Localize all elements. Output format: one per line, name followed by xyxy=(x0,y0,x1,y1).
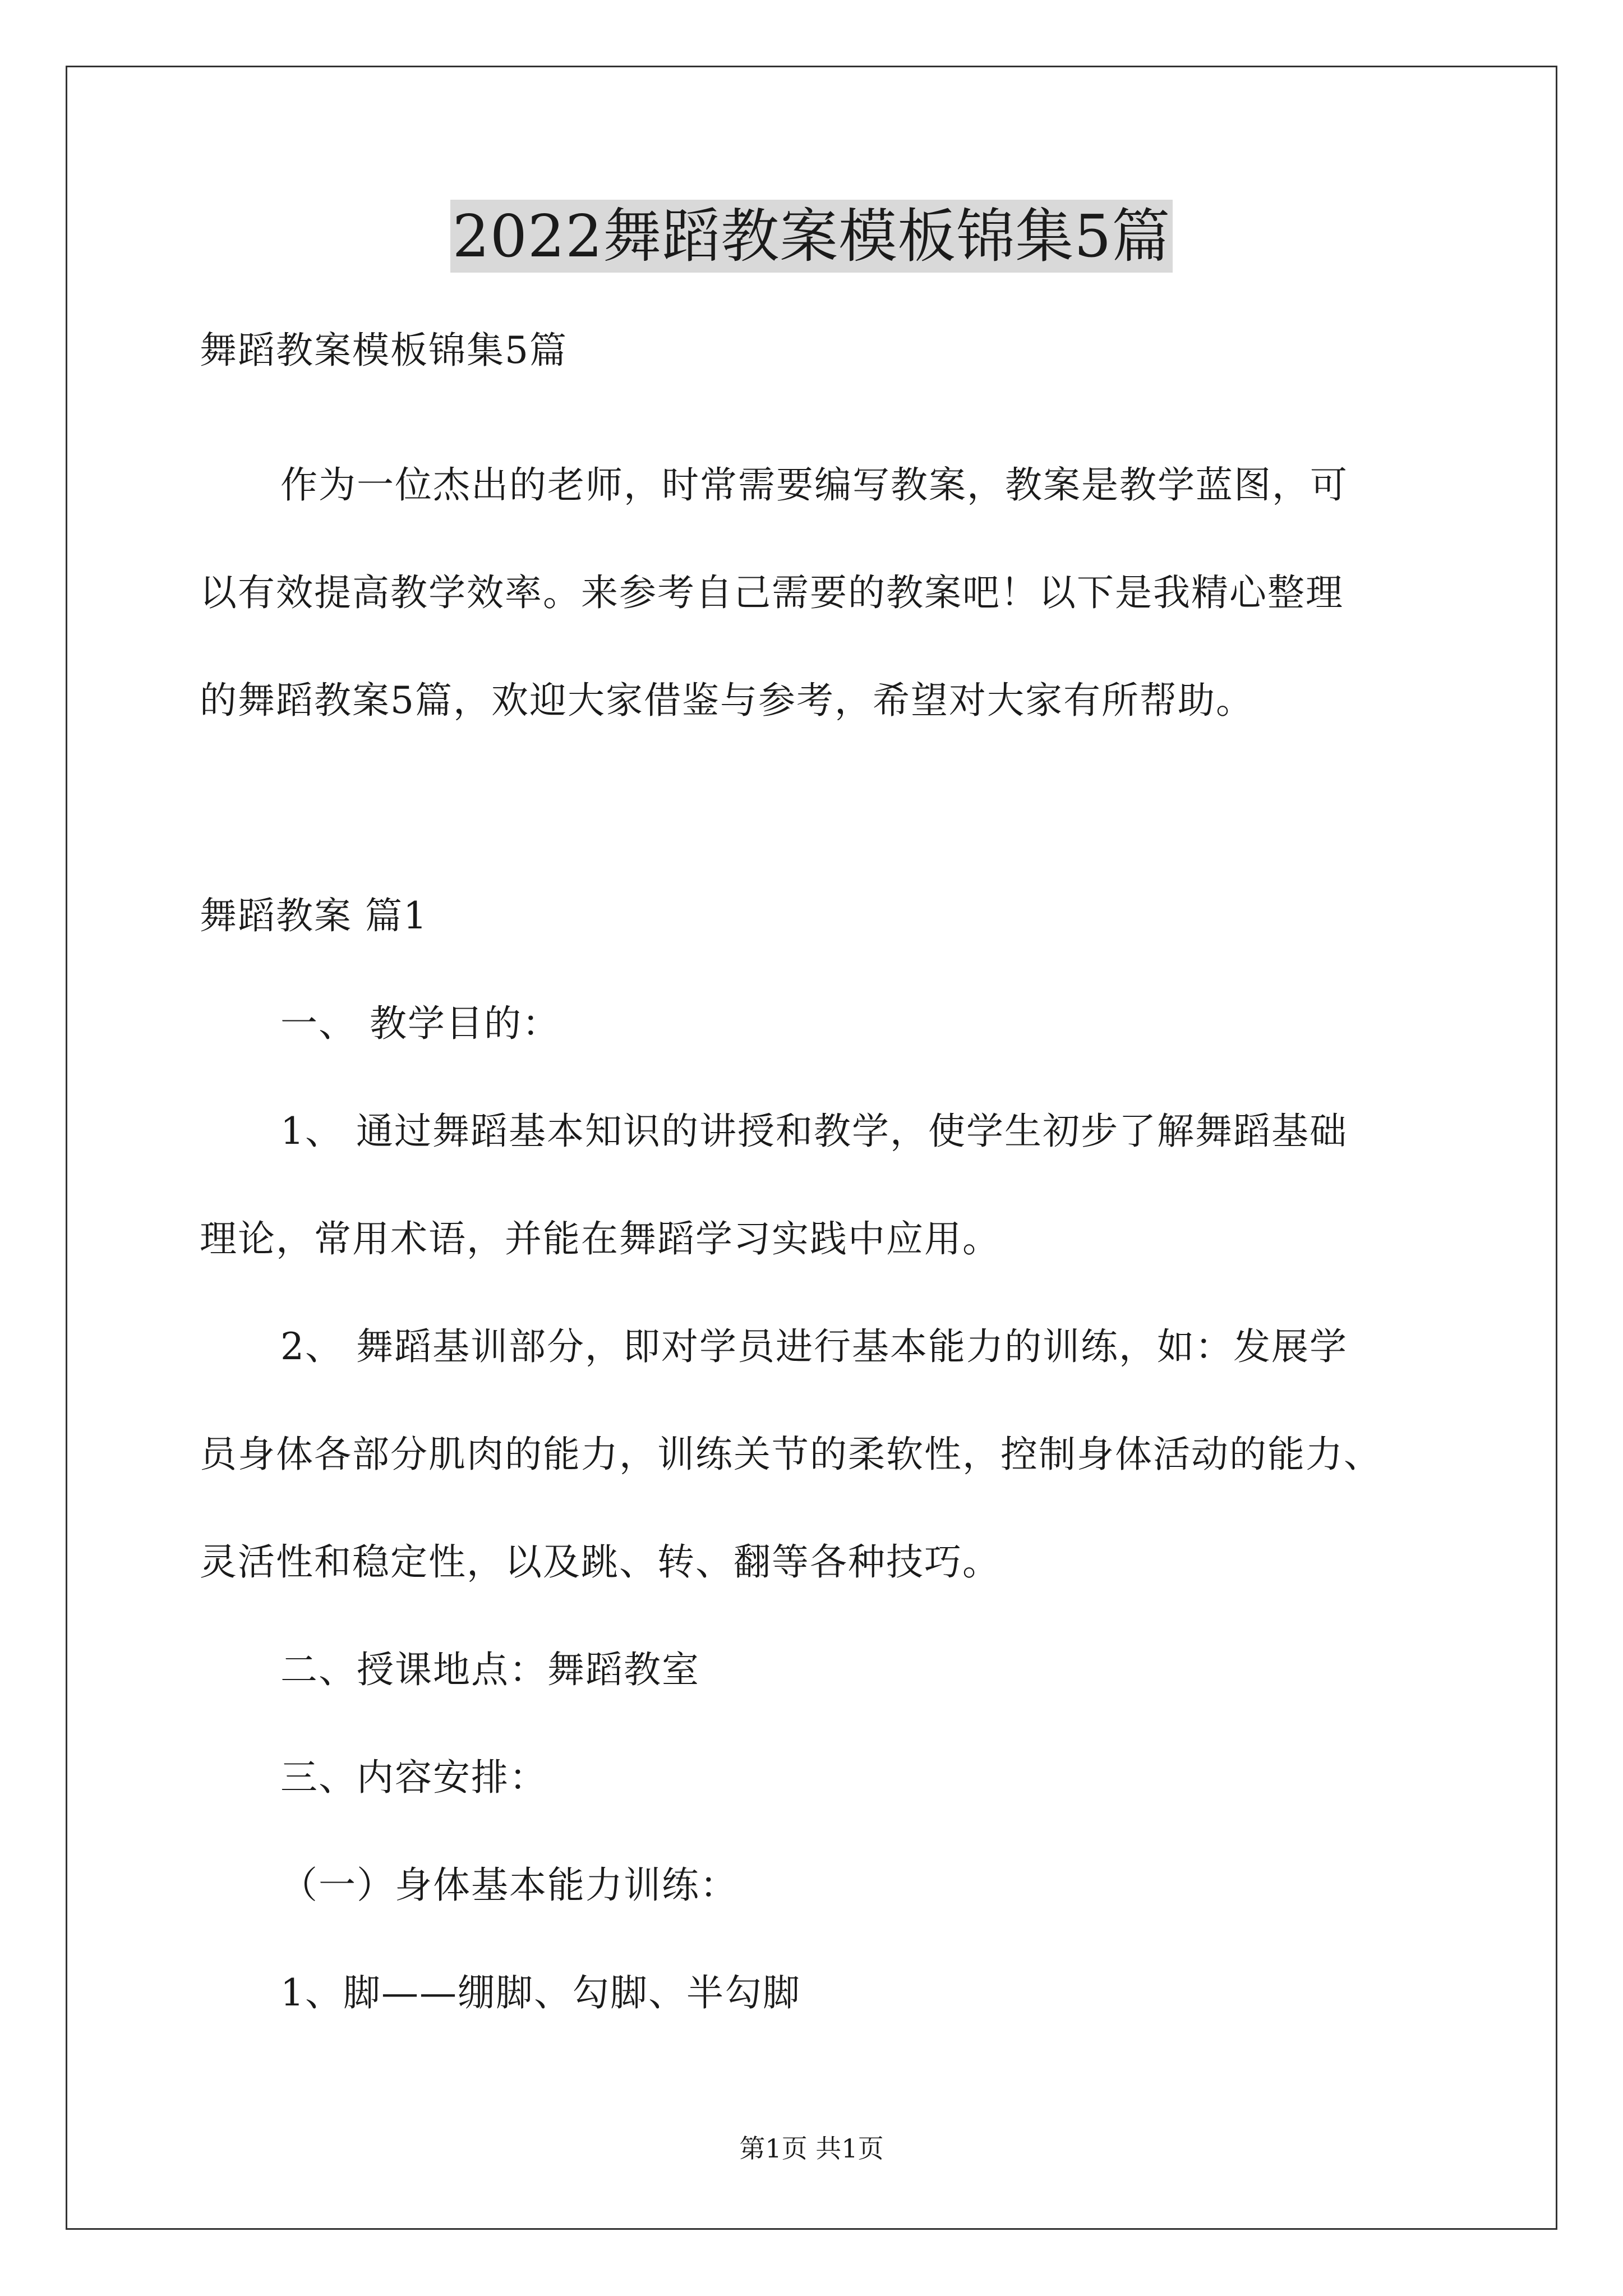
intro-line-2: 以有效提高教学效率。来参考自己需要的教案吧！以下是我精心整理 xyxy=(200,571,1344,614)
body-line-3: 理论，常用术语，并能在舞蹈学习实践中应用。 xyxy=(200,1217,1000,1260)
page-footer: 第1页 共1页 xyxy=(739,2133,884,2164)
body-line-5: 员身体各部分肌肉的能力，训练关节的柔软性，控制身体活动的能力、 xyxy=(200,1433,1382,1476)
intro-line-3: 的舞蹈教案5篇，欢迎大家借鉴与参考，希望对大家有所帮助。 xyxy=(200,679,1254,722)
body-line-6: 灵活性和稳定性，以及跳、转、翻等各种技巧。 xyxy=(200,1540,1000,1584)
body-line-10: 1、脚——绷脚、勾脚、半勾脚 xyxy=(280,1971,801,2014)
body-line-8: 三、内容安排： xyxy=(280,1756,547,1799)
document-title: 2022舞蹈教案模板锦集5篇 xyxy=(0,200,1623,287)
body-line-4: 2、 舞蹈基训部分，即对学员进行基本能力的训练，如：发展学 xyxy=(280,1325,1348,1368)
body-line-2: 1、 通过舞蹈基本知识的讲授和教学，使学生初步了解舞蹈基础 xyxy=(280,1110,1348,1153)
body-line-1: 一、 教学目的： xyxy=(280,1002,560,1045)
intro-line-1: 作为一位杰出的老师，时常需要编写教案，教案是教学蓝图，可 xyxy=(280,463,1348,507)
section-heading: 舞蹈教案 篇1 xyxy=(200,894,428,937)
document-subtitle: 舞蹈教案模板锦集5篇 xyxy=(200,329,568,372)
body-line-9: （一）身体基本能力训练： xyxy=(280,1864,738,1907)
body-line-7: 二、授课地点：舞蹈教室 xyxy=(280,1648,700,1691)
